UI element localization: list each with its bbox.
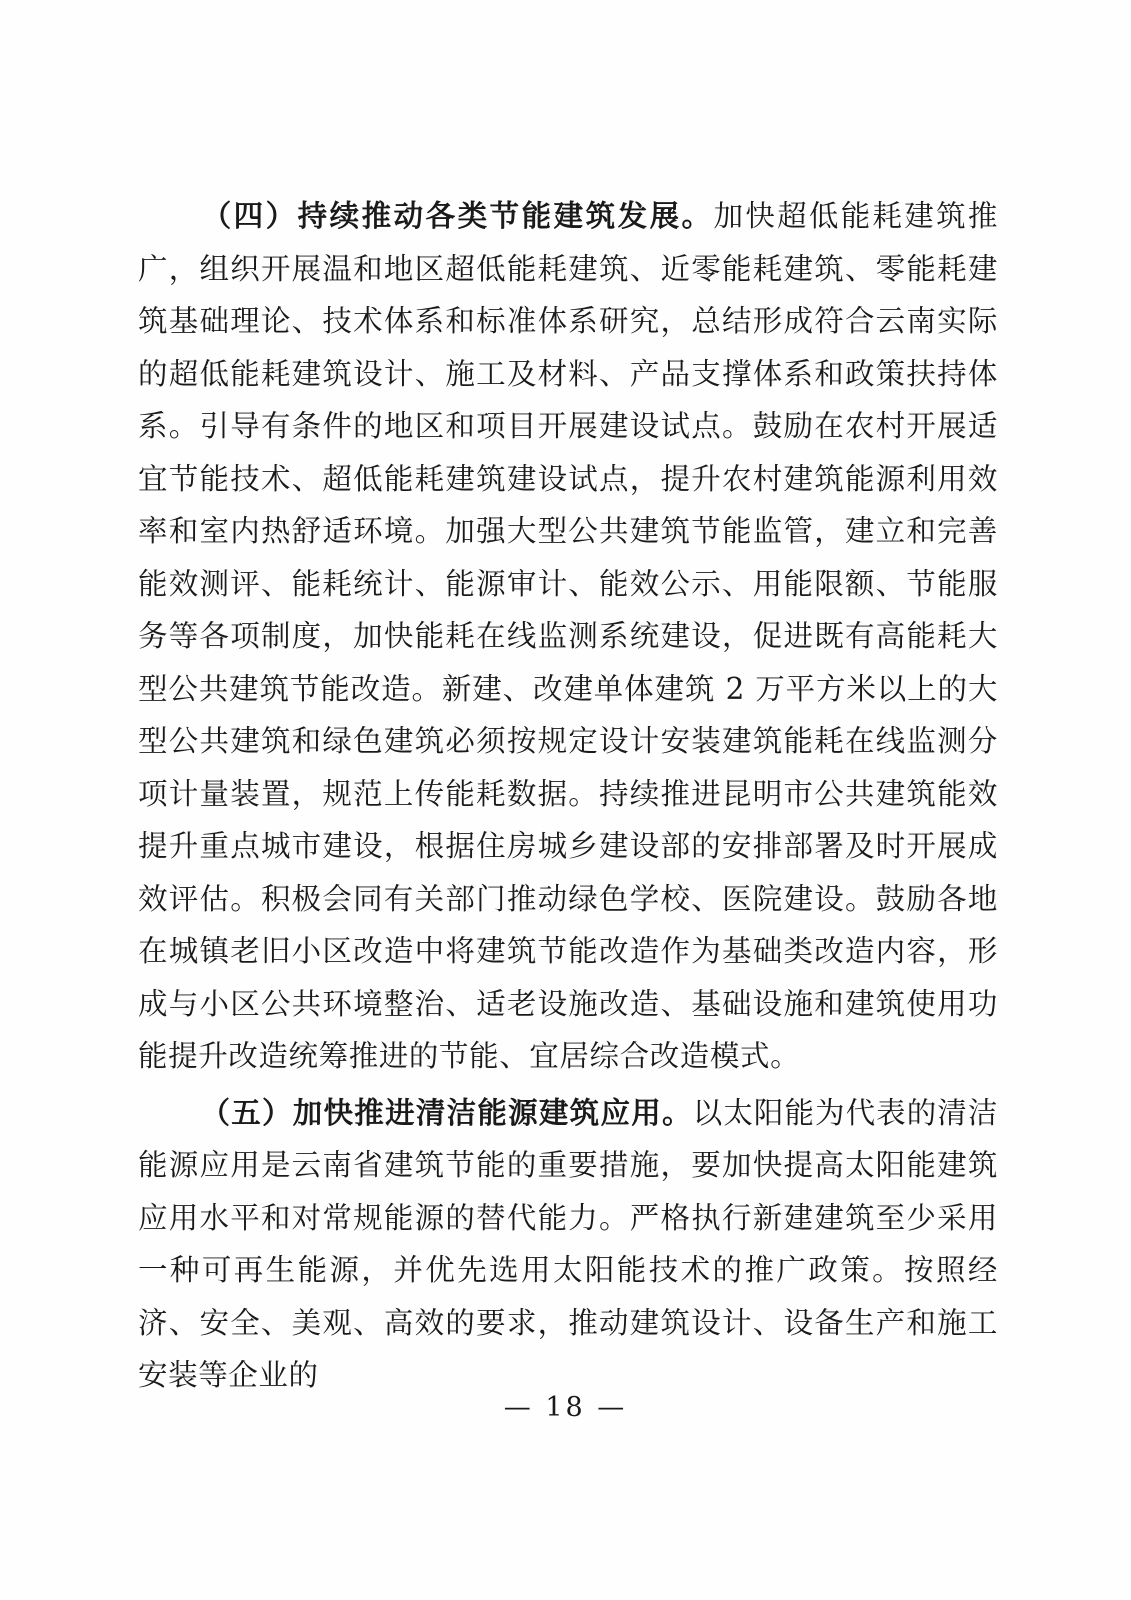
paragraph-section-four — [138, 190, 998, 1083]
paragraph-body-five: 以太阳能为代表的清洁能源应用是云南省建筑节能的重要措施，要加快提高太阳能建筑应用水平和对常规能源的替代能力。严格执行新建建筑至少采用一种可再生能源，并优先选用太阳能技术的推广政策。按照经济、安全、美观、高效的要求，推动建筑设计、设备生产和施工安装等企业的 — [138, 1095, 998, 1392]
paragraph-heading-five: （五）加快推进清洁能源建筑应用。 — [200, 1094, 693, 1130]
page-number: — 18 — — [503, 1392, 628, 1423]
paragraph-section-five — [138, 1087, 998, 1402]
paragraph-body-four: 加快超低能耗建筑推广，组织开展温和地区超低能耗建筑、近零能耗建筑、零能耗建筑基础理论、技术体系和标准体系研究，总结形成符合云南实际的超低能耗建筑设计、施工及材料、产品支撑体系和政策扶持体系。引导有条件的地区和项目开展建设试点。鼓励在农村开展适宜节能技术、超低能耗建筑建设试点，提升农村建筑能源利用效率和室内热舒适环境。加强大型公共建筑节能监管，建立和完善能效测评、能耗统计、能源审计、能效公示、用能限额、节能服务等各项制度，加快能耗在线监测系统建设，促进既有高能耗大型公共建筑节能改造。新建、改建单体建筑 2 万平方米以上的大型公共建筑和绿色建筑必须按规定设计安装建筑能耗在线监测分项计量装置，规范上传能耗数据。持续推进昆明市公共建筑能效提升重点城市建设，根据住房城乡建设部的安排部署及时开展成效评估。积极会同有关部门推动绿色学校、医院建设。鼓励各地在城镇老旧小区改造中将建筑节能改造作为基础类改造内容，形成与小区公共环境整治、适老设施改造、基础设施和建筑使用功能提升改造统筹推进的节能、宜居综合改造模式。 — [138, 199, 998, 1073]
paragraph-heading-four: （四）持续推动各类节能建筑发展。 — [200, 198, 714, 233]
page-content — [138, 190, 998, 1402]
